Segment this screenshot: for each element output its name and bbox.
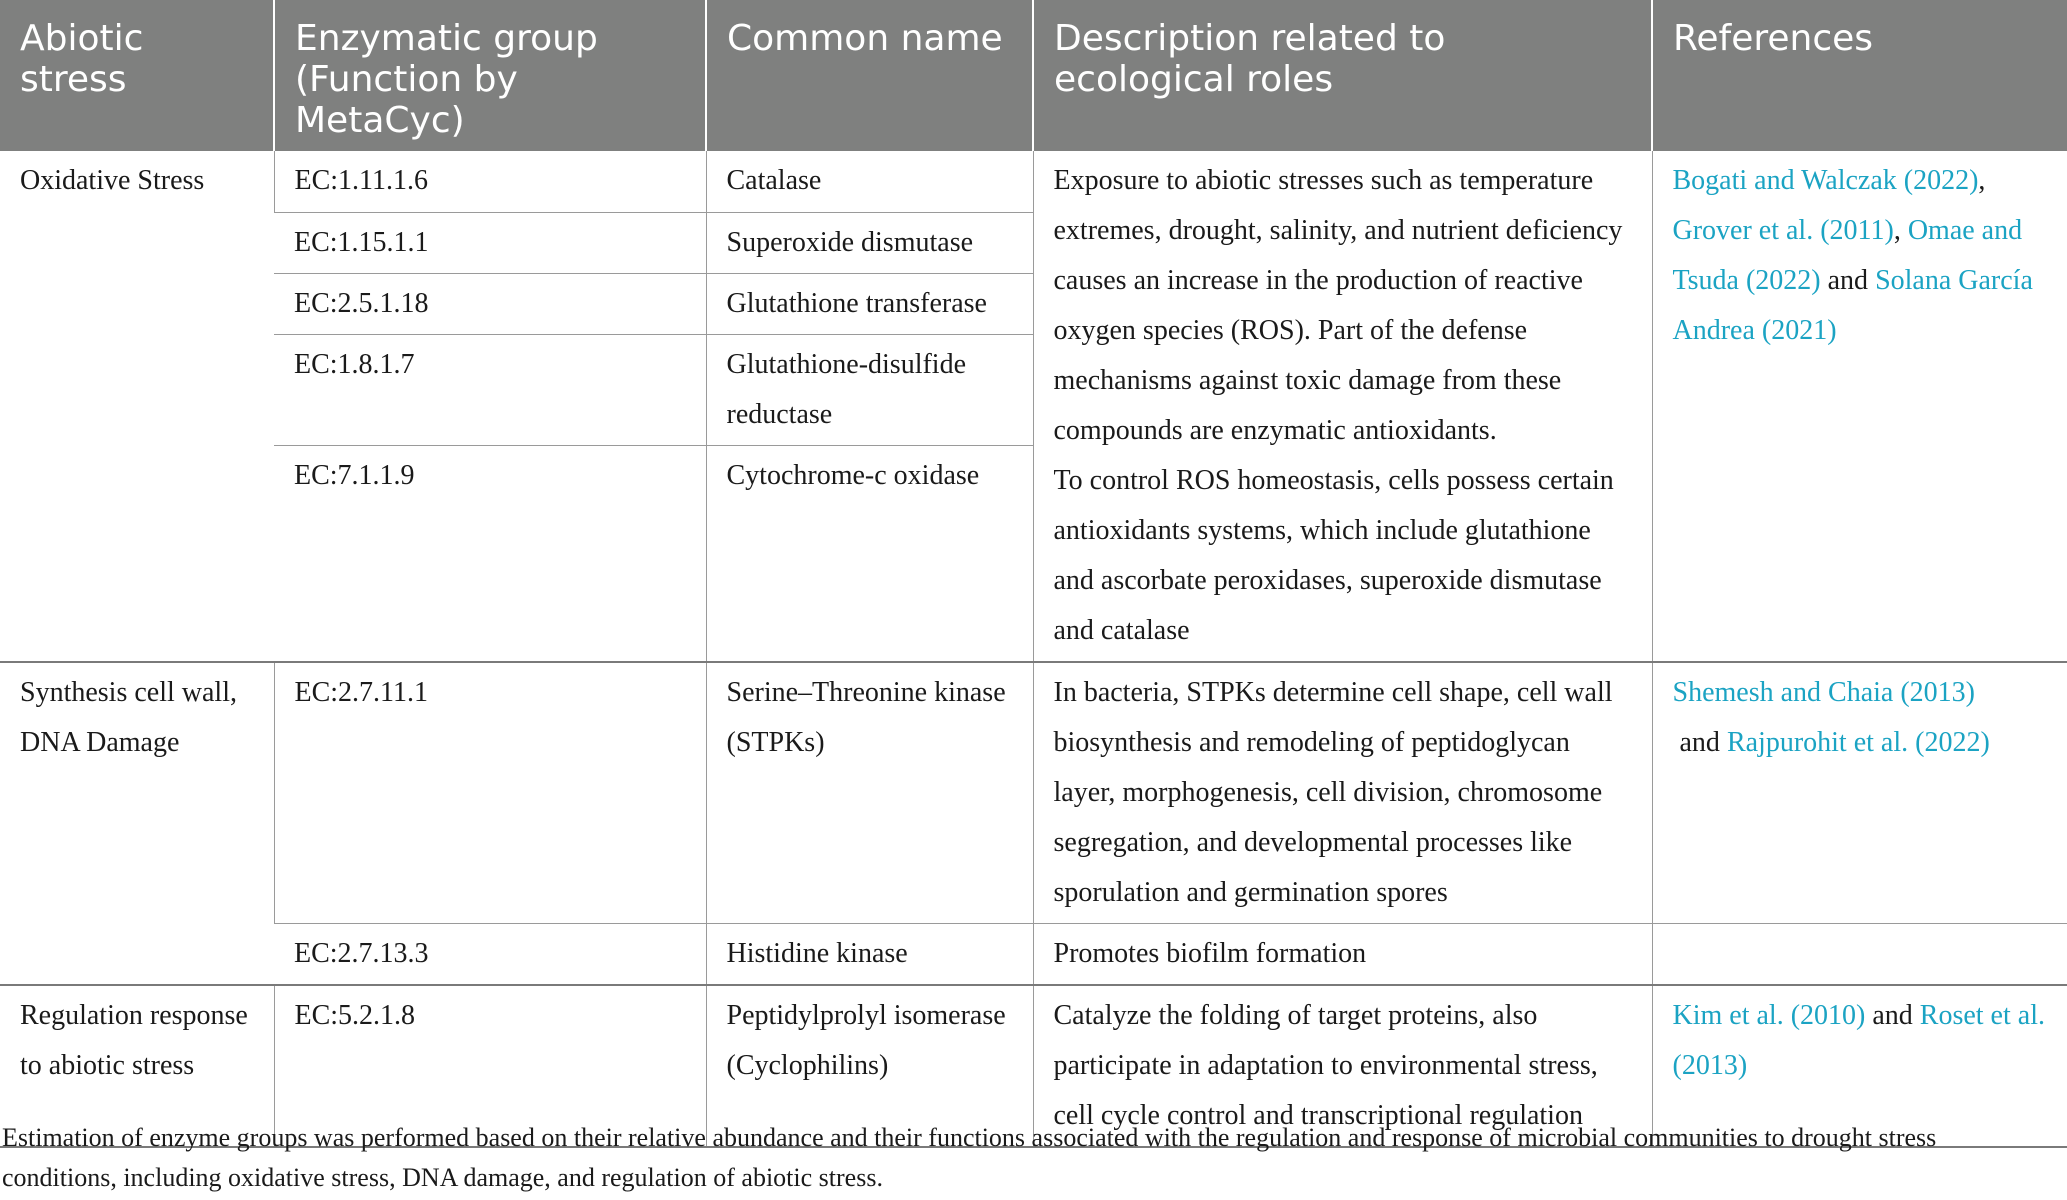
- ec-cell: EC:5.2.1.8: [274, 985, 706, 1147]
- ec-cell: EC:2.5.1.18: [274, 273, 706, 334]
- common-name-cell: Glutathione-disulfide reductase: [706, 334, 1033, 445]
- common-name-cell: Cytochrome-c oxidase: [706, 445, 1033, 662]
- ec-cell: EC:1.11.1.6: [274, 151, 706, 212]
- ec-cell: EC:1.15.1.1: [274, 212, 706, 273]
- description-cell: Catalyze the folding of target proteins, also participate in adaptation to environmental stress, cell cycle control and transcriptional regulation: [1033, 985, 1652, 1147]
- description-text-2: To control ROS homeostasis, cells possess certain antioxidants systems, which include glutathione and ascorbate peroxidases, superoxide dismutase and catalase: [1053, 465, 1614, 646]
- reference-link[interactable]: Grover et al. (2011): [1672, 215, 1894, 246]
- common-name-cell: Serine–Threonine kinase (STPKs): [706, 662, 1033, 924]
- references-cell: [1652, 662, 2067, 924]
- reference-link[interactable]: Omae and Tsuda (2022): [1672, 215, 2023, 296]
- header-abiotic-stress: Abiotic stress: [0, 0, 274, 151]
- header-enzymatic-group: Enzymatic group (Function by MetaCyc): [274, 0, 706, 151]
- reference-link[interactable]: Bogati and Walczak (2022): [1672, 165, 1979, 196]
- reference-link[interactable]: Shemesh and Chaia (2013): [1672, 677, 1975, 708]
- references-cell: [1652, 924, 2067, 986]
- stress-cell: Synthesis cell wall, DNA Damage: [0, 662, 274, 985]
- table-footnote: Estimation of enzyme groups was performed based on their relative abundance and their functions associated with the regulation and response of microbial communities to drought stress conditions, including oxidative stress, DNA damage, and regulation of abiotic stress.: [2, 1123, 1937, 1192]
- stress-cell: Oxidative Stress: [20, 165, 205, 196]
- description-cell: [1033, 151, 1652, 662]
- reference-link[interactable]: Solana García Andrea (2021): [1672, 265, 2033, 346]
- reference-separator: ,: [1978, 165, 1986, 196]
- reference-link[interactable]: Kim et al. (2010): [1672, 1000, 1866, 1031]
- ec-cell: EC:2.7.13.3: [274, 924, 706, 986]
- ec-cell: EC:7.1.1.9: [274, 445, 706, 662]
- header-description: Description related to ecological roles: [1033, 0, 1652, 151]
- header-references: References: [1652, 0, 2067, 151]
- reference-separator: and: [1820, 265, 1876, 296]
- table-row: [0, 662, 2067, 924]
- common-name-cell: Histidine kinase: [706, 924, 1033, 986]
- reference-separator: and: [1672, 727, 1727, 758]
- common-name-cell: Glutathione transferase: [706, 273, 1033, 334]
- header-row: [0, 0, 2067, 151]
- description-text: Exposure to abiotic stresses such as temperature extremes, drought, salinity, and nutrient deficiency causes an increase in the production of reactive oxygen species (ROS). Part of the defense mechanisms against toxic damage from these compounds are enzymatic antioxidants.: [1053, 165, 1623, 446]
- table-row: [0, 924, 2067, 986]
- common-name-cell: Catalase: [706, 151, 1033, 212]
- reference-link[interactable]: Roset et al. (2013): [1672, 1000, 2045, 1081]
- description-cell: In bacteria, STPKs determine cell shape, cell wall biosynthesis and remodeling of peptidoglycan layer, morphogenesis, cell division, chromosome segregation, and developmental processes like sporulation and germination spores: [1033, 662, 1652, 924]
- ec-cell: EC:1.8.1.7: [274, 334, 706, 445]
- reference-link[interactable]: Rajpurohit et al. (2022): [1726, 727, 1990, 758]
- reference-separator: and: [1865, 1000, 1920, 1031]
- ec-cell: EC:2.7.11.1: [274, 662, 706, 924]
- header-common-name: Common name: [706, 0, 1033, 151]
- common-name-cell: Superoxide dismutase: [706, 212, 1033, 273]
- references-cell: [1652, 151, 2067, 662]
- reference-separator: ,: [1893, 215, 1901, 246]
- table-row: [0, 151, 2067, 212]
- stress-cell: Regulation response to abiotic stress: [0, 985, 274, 1147]
- description-cell: Promotes biofilm formation: [1033, 924, 1652, 986]
- common-name-cell: Peptidylprolyl isomerase (Cyclophilins): [706, 985, 1033, 1147]
